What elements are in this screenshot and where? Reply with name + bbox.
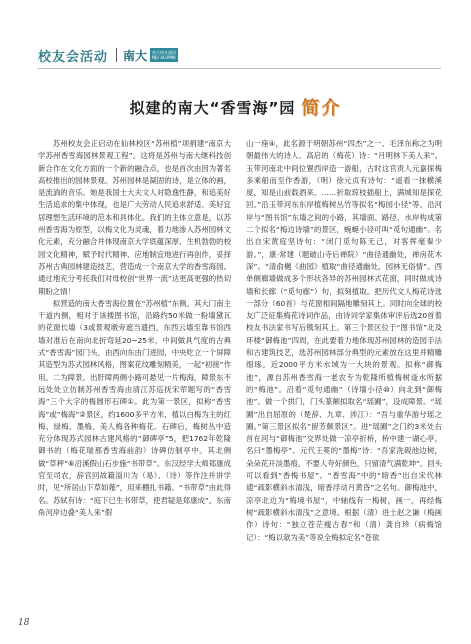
page-number: 18 xyxy=(18,618,30,628)
paragraph: 山一座④，此名源于明朝苏州“四杰”之一、毛泽东称之为明朝最伟大的诗人、高启的（梅花）诗：“月明林下美人来”。玉带河南北中间位置西岸造一游船，古时这官责人元嘉探梅多乘船而至作香游，（明）徐元贞有诗句：“遥看一抹横溪度，知是山前载酒来。……折取琼枝插船上，满城知是探花回。”沿玉带河东东岸植梅树丛竹等拟名“梅园小径”等。沿河岸与“图书馆”东墙之间的小路，其墙面、路径、水岸构成第二个拟名“梅边诗墙”的景区，蜿蜒小径可叫“觅句通幽”。名出自宋黄庭坚诗句：“闭门觅句陈无己，对客挥毫秦少游。”，康·常建（题破山寺后禅院）“曲径通幽处，禅房花木深”。“清俞樾《曲园》植取“曲径通幽处，园林无俗情”。西单侧廊墙做成多个形状各异的苏州园林式花窗，同时做成诗墙和长廊（“觅句廊”）句，拟刻植取。把历代文人梅花诗选一部分（60首）与花窗相间隔地雕刻其上。同时向全球的校友广泛征集梅花诗词作品，由诗词学家集体审评后选20首着校友书法家书写后镌刻其上。第三个景区位于“图书馆”北及环楼“御梅池”四周，在此要着力地体现苏州园林的造园手法和古建筑技艺，选苏州园林部分典型的元素放在这里并精雕细琢。近2000平方米水域为一大块的景观。拟称“御梅池”，源自苏州香雪海一老农专为乾隆所植梅树逢水所据的“梅池”。沿着“觅句通幽”（诗墙小径⑩）向北到“御梅池”。做一个拱门，门头篆额拟取名“瑶圃”，设成障景。“瑶圃”出自屈原的（楚辞、九章、涉江）：“吾与重华游兮瑶之圃。”第三景区拟名“留芳颇景区”。进“瑶圃”之门约3米处右首在河与“御梅池”交界处做一凉亭折桥，桥中建一湖心亭，名曰“墨梅亭”。元代王冕的“墨梅”诗：“吾家洗砚池边树，朵朵花开淡墨痕。不要人夸好颜色，只留清气满乾坤”。回头可以看到“香梅书屋”。“香雪海”中的“暗香”出自宋代林逋“疏影横斜水清浅，暗香浮动月黄昏”之名句。御梅池中，凉亭北边为“梅境书屋”，中轴线有一梅树，画一。再经梅树“疏影横斜水清浅”之意境。根据（清）进士赵之谦（梅画作）诗句：“独立苍茫瘦古春”和（清）龚自珍（病梅馆记）：“梅以欹为美”等说全梅拟定名“苍欲 xyxy=(246,139,442,542)
page-header xyxy=(38,42,441,68)
header-rule xyxy=(38,68,441,69)
magazine-badge-line2: NJU ALUMNI xyxy=(152,55,176,60)
paragraph: 拟营造的南大香雪海位置在“苏州植”东侧。其大门南主干道内侧，相对于该楼图书馆，沿路约50米做一粉墙黛瓦的花窗长墙（3或景观墩旁遮当遗挡，东西云墙至靠书馆西墙对准后在南向北折弯延20~25米，中间做具气度的古典式“香雪海”园门头，由西向东由门进园，中央吃立一个屏障其造型为苏式园林风格，图案花纹雕刻精美，一起“初接”作用。二为障景。出肝障两侧小路可悬见一片梅海，障景东不远处处立仿制苏州香雪海由清江苏巡抚宋荦题写的“香雪海”三个大字的梅圆形石碑①。此为第一景区，拟称“香雪海”或“梅海”②景区，约1600多平方米，植以白梅为主的红梅、绿梅、墨梅、美人梅各种梅花。石碑后，梅树丛中造 充分体现苏式园林古建风格的“御碑亭”5，把1762年乾隆御书的（梅花瑞那香雪海前韵）诗碑仿制亭中。其北侧做“草秤”⑥沿溪假山石步施“书带草”。东汉经学大师郑康成官至司农，辞官回故籍淄川为（易）、（诗）等作注并讲学时，见“所居山下草如薤”，用来棚扎书籍。“书带草”由此得名。苏轼有诗：“庭下已生书带草，使君疑是郑康成”。东南角河岸边叠“美人来”假 xyxy=(38,298,231,517)
header-divider xyxy=(116,48,117,62)
article-title-tag: 简介 xyxy=(301,98,342,119)
right-column xyxy=(246,138,442,608)
magazine-badge-line1: 南大校友通讯 xyxy=(152,50,177,55)
section-title: 校友会活动 xyxy=(38,49,109,65)
magazine-name: 南大 xyxy=(123,48,148,63)
magazine-badge xyxy=(150,48,178,62)
article-title-block xyxy=(0,92,471,122)
left-column xyxy=(38,138,231,608)
paragraph: 苏州校友会正启动在仙林校区“苏州植”项捐建“南京大学苏州香雪海园林景观工程”。这将是苏州与南大继科技创新合作在文化方面的一个新的融合点，也是首次由因为著名高校推出的园林景观。苏州园林是凝固的诗，是立体的画，是流淌的音乐。她是我国士大夫文人对隐逸性静，和追美好生活追求的集中体现，也是广大劳动人民追求舒适、美好宜居理想生活环境的范本和具体化。我们的主体立意是，以苏州香雪海为原型，以梅文化为灵魂，着力地渗入苏州园林文化元素，充分融合并体现南京大学底蕴深厚、生机勃勃的校园文化精神，赋予时代精神、应地制宜地进行再创作，妥择苏州古典园林建造技艺，营造成一个南京大学的香雪海园。通过地充分考托我们对母校创“世界一流”达更高更强的热切期盼之情！ xyxy=(38,139,231,296)
article-title: 拟建的南大“香雪海”园 xyxy=(129,98,296,117)
